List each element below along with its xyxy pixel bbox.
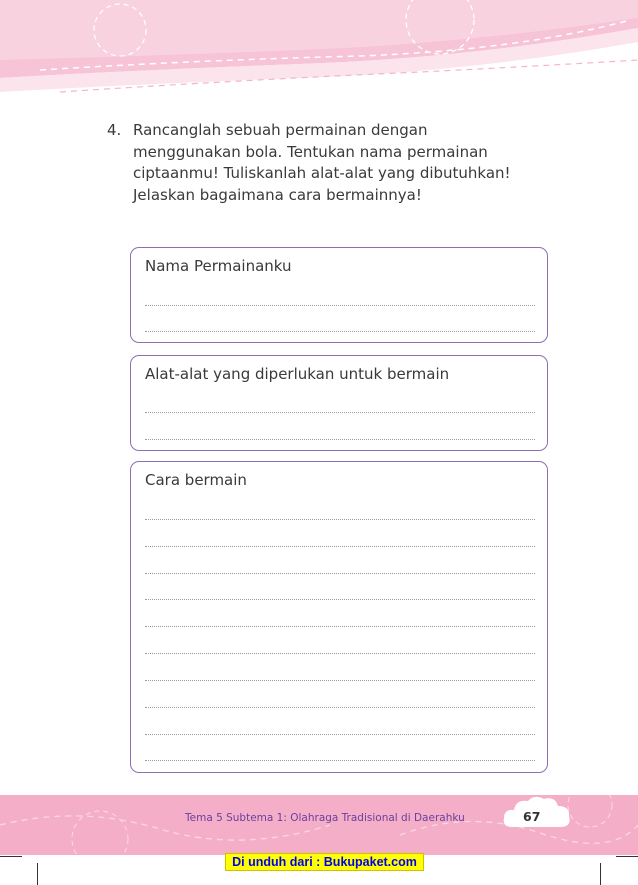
answer-line[interactable] — [145, 680, 535, 681]
crop-mark-bottom-left-h — [0, 856, 22, 857]
answer-line[interactable] — [145, 626, 535, 627]
how-to-play-title: Cara bermain — [145, 471, 247, 489]
answer-line[interactable] — [145, 412, 535, 413]
answer-line[interactable] — [145, 546, 535, 547]
game-name-box — [130, 247, 548, 343]
answer-line[interactable] — [145, 573, 535, 574]
crop-mark-bottom-right-v — [600, 863, 601, 885]
tools-title: Alat-alat yang diperlukan untuk bermain — [145, 365, 450, 383]
answer-line[interactable] — [145, 653, 535, 654]
download-source-banner[interactable]: Di unduh dari : Bukupaket.com — [225, 853, 424, 871]
answer-line[interactable] — [145, 519, 535, 520]
header-decoration — [0, 0, 638, 110]
crop-mark-bottom-left-v — [37, 863, 38, 885]
crop-mark-bottom-right-h — [616, 856, 638, 857]
question-number: 4. — [107, 121, 122, 139]
game-name-title: Nama Permainanku — [145, 257, 292, 275]
answer-line[interactable] — [145, 305, 535, 306]
page-number: 67 — [523, 809, 541, 824]
answer-line[interactable] — [145, 760, 535, 761]
answer-line[interactable] — [145, 331, 535, 332]
answer-line[interactable] — [145, 734, 535, 735]
footer-theme-text: Tema 5 Subtema 1: Olahraga Tradisional di Daerahku — [185, 812, 465, 824]
answer-line[interactable] — [145, 707, 535, 708]
answer-line[interactable] — [145, 599, 535, 600]
question-text: Rancanglah sebuah permainan dengan menggunakan bola. Tentukan nama permainan ciptaanmu! Tuliskanlah alat-alat yang dibutuhkan! Jelaskan bagaimana cara bermainnya! — [133, 121, 511, 204]
tools-box — [130, 355, 548, 451]
answer-line[interactable] — [145, 439, 535, 440]
how-to-play-box — [130, 461, 548, 773]
